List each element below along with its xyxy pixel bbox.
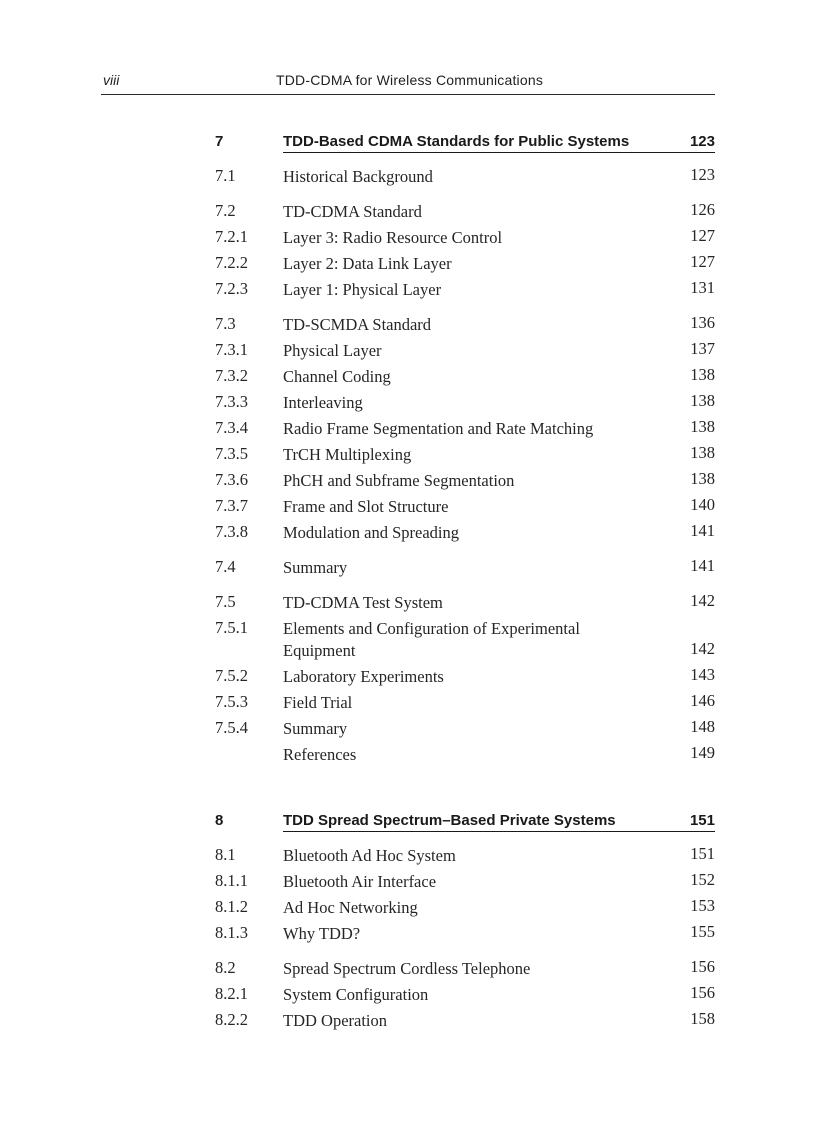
page-number: 137 — [690, 339, 715, 358]
page-number: 138 — [690, 391, 715, 410]
section-title: References — [283, 745, 357, 764]
toc-entry — [215, 955, 715, 981]
section-title: Layer 2: Data Link Layer — [283, 254, 452, 273]
toc-entry — [215, 198, 715, 224]
section-number: 7.2 — [215, 201, 236, 220]
section-title: Layer 1: Physical Layer — [283, 280, 442, 299]
chapter-title: TDD Spread Spectrum–Based Private Systems — [283, 812, 616, 829]
chapter-title-rule — [283, 807, 715, 832]
toc-entry — [215, 441, 715, 467]
toc-entry — [215, 615, 715, 663]
page-number: 126 — [690, 200, 715, 219]
chapter-heading-8 — [215, 807, 715, 833]
page-number: 153 — [690, 896, 715, 915]
page-number: 156 — [690, 957, 715, 976]
section-title: Frame and Slot Structure — [283, 497, 449, 516]
toc-entry — [215, 311, 715, 337]
toc-entry — [215, 389, 715, 415]
page-number: 149 — [690, 743, 715, 762]
page-number: 141 — [690, 521, 715, 540]
toc-entry — [215, 276, 715, 302]
toc-entry — [215, 981, 715, 1007]
page-number: 140 — [690, 495, 715, 514]
page-number: 152 — [690, 870, 715, 889]
section-number: 7.5.3 — [215, 692, 248, 711]
page-number: 138 — [690, 417, 715, 436]
page-number: 127 — [690, 252, 715, 271]
section-number: 7.5.2 — [215, 666, 248, 685]
page-folio: viii — [103, 72, 120, 88]
running-head-title: TDD-CDMA for Wireless Communications — [276, 72, 544, 88]
section-title: Bluetooth Ad Hoc System — [283, 846, 456, 865]
page-number: 127 — [690, 226, 715, 245]
toc-entry — [215, 689, 715, 715]
page-number: 151 — [690, 844, 715, 863]
section-number: 7.3.3 — [215, 392, 248, 411]
toc-entry — [215, 467, 715, 493]
section-number: 7.5 — [215, 592, 236, 611]
toc-entry-references — [215, 741, 715, 767]
section-number: 8.1 — [215, 845, 236, 864]
toc-entry — [215, 554, 715, 580]
toc-entry — [215, 363, 715, 389]
table-of-contents — [215, 128, 715, 1033]
section-title: Channel Coding — [283, 367, 391, 386]
page-number: 146 — [690, 691, 715, 710]
page-number: 158 — [690, 1009, 715, 1028]
toc-entry — [215, 493, 715, 519]
section-number: 8.2.1 — [215, 984, 248, 1003]
section-title: Field Trial — [283, 693, 353, 712]
toc-entry — [215, 894, 715, 920]
section-number: 7.2.2 — [215, 253, 248, 272]
page-number: 142 — [690, 639, 715, 658]
section-title: Interleaving — [283, 393, 363, 412]
section-title: Modulation and Spreading — [283, 523, 459, 542]
page-number: 138 — [690, 443, 715, 462]
section-number: 8.2.2 — [215, 1010, 248, 1029]
toc-entry — [215, 1007, 715, 1033]
toc-entry — [215, 842, 715, 868]
chapter-heading-7 — [215, 128, 715, 154]
page-number: 156 — [690, 983, 715, 1002]
toc-entry — [215, 415, 715, 441]
page-number: 143 — [690, 665, 715, 684]
toc-entry — [215, 250, 715, 276]
section-title: Why TDD? — [283, 924, 361, 943]
chapter-number: 7 — [215, 133, 224, 150]
page-number: 131 — [690, 278, 715, 297]
section-number: 7.3.2 — [215, 366, 248, 385]
page-number: 148 — [690, 717, 715, 736]
section-title: Summary — [283, 558, 348, 577]
section-title: TDD Operation — [283, 1011, 388, 1030]
section-title: System Configuration — [283, 985, 429, 1004]
section-number: 8.2 — [215, 958, 236, 977]
toc-entry — [215, 589, 715, 615]
section-title: TrCH Multiplexing — [283, 445, 412, 464]
section-title: Ad Hoc Networking — [283, 898, 418, 917]
section-title: Physical Layer — [283, 341, 382, 360]
section-number: 7.3.7 — [215, 496, 248, 515]
section-number: 7.3.6 — [215, 470, 248, 489]
page-number: 138 — [690, 469, 715, 488]
section-title: Layer 3: Radio Resource Control — [283, 228, 503, 247]
section-number: 8.1.2 — [215, 897, 248, 916]
chapter-title: TDD-Based CDMA Standards for Public Systems — [283, 133, 630, 150]
toc-entry — [215, 868, 715, 894]
section-title: Elements and Configuration of Experimental Equipment — [283, 619, 580, 660]
section-title: Laboratory Experiments — [283, 667, 444, 686]
section-number: 7.5.1 — [215, 618, 248, 637]
section-number: 7.3.5 — [215, 444, 248, 463]
section-number: 7.3.4 — [215, 418, 248, 437]
section-title: Bluetooth Air Interface — [283, 872, 437, 891]
section-title: TD-SCMDA Standard — [283, 315, 432, 334]
section-title: Spread Spectrum Cordless Telephone — [283, 959, 531, 978]
toc-entry — [215, 519, 715, 545]
page-number: 136 — [690, 313, 715, 332]
section-title: TD-CDMA Standard — [283, 202, 422, 221]
toc-entry — [215, 163, 715, 189]
page-number: 142 — [690, 591, 715, 610]
toc-entry — [215, 663, 715, 689]
toc-entry — [215, 920, 715, 946]
section-number: 7.4 — [215, 557, 236, 576]
toc-entry — [215, 224, 715, 250]
section-number: 8.1.1 — [215, 871, 248, 890]
section-number: 7.2.1 — [215, 227, 248, 246]
section-title: Radio Frame Segmentation and Rate Matching — [283, 419, 594, 438]
section-number: 7.3 — [215, 314, 236, 333]
section-number: 7.3.8 — [215, 522, 248, 541]
toc-entry — [215, 715, 715, 741]
section-title: Historical Background — [283, 167, 433, 186]
section-number: 7.1 — [215, 166, 236, 185]
chapter-number: 8 — [215, 812, 224, 829]
section-title: TD-CDMA Test System — [283, 593, 443, 612]
page-number: 138 — [690, 365, 715, 384]
section-title: Summary — [283, 719, 348, 738]
section-title: PhCH and Subframe Segmentation — [283, 471, 515, 490]
section-number: 7.2.3 — [215, 279, 248, 298]
section-number: 7.3.1 — [215, 340, 248, 359]
chapter-page: 123 — [689, 133, 715, 150]
page-number: 123 — [690, 165, 715, 184]
section-number: 8.1.3 — [215, 923, 248, 942]
section-number: 7.5.4 — [215, 718, 248, 737]
page-number: 141 — [690, 556, 715, 575]
page-number: 155 — [690, 922, 715, 941]
running-head — [101, 68, 715, 95]
chapter-title-rule — [283, 128, 715, 153]
chapter-page: 151 — [689, 812, 715, 829]
toc-entry — [215, 337, 715, 363]
